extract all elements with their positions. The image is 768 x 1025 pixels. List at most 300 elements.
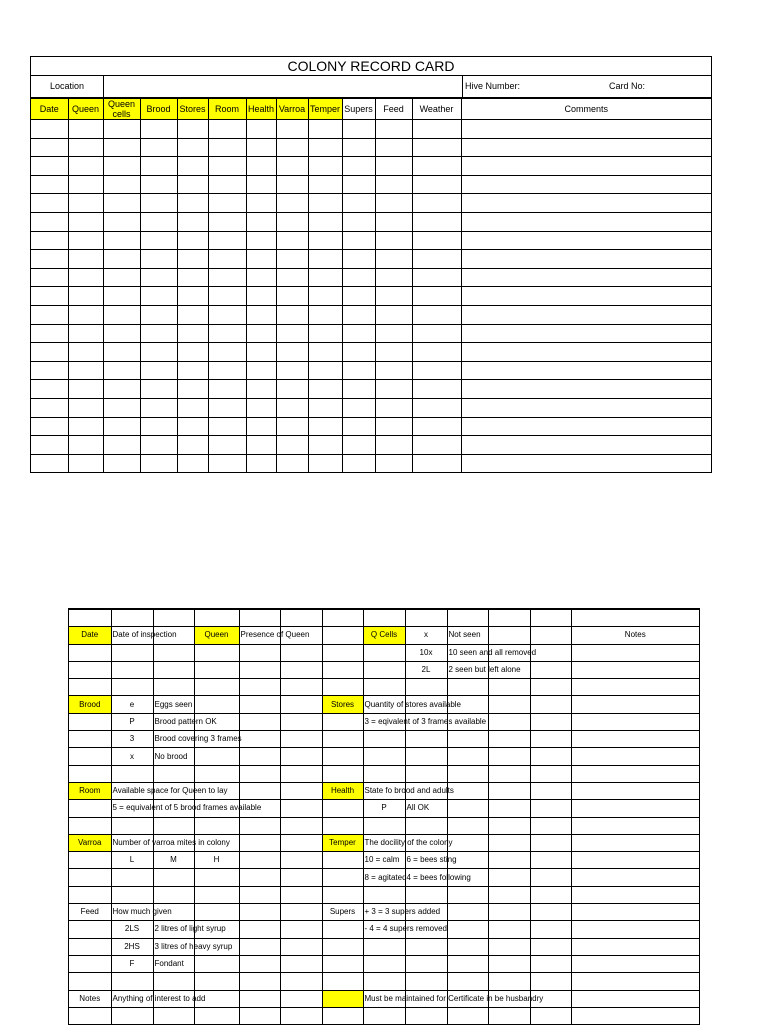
record-cell[interactable] <box>412 194 461 213</box>
record-cell[interactable] <box>177 305 208 324</box>
column-header-brood: Brood <box>140 99 177 120</box>
record-cell[interactable] <box>31 268 68 287</box>
record-cell[interactable] <box>308 138 342 157</box>
record-cell[interactable] <box>412 380 461 399</box>
record-cell[interactable] <box>31 175 68 194</box>
record-cell[interactable] <box>140 454 177 472</box>
record-cell[interactable] <box>140 324 177 343</box>
record-cell[interactable] <box>31 361 68 380</box>
record-cell[interactable] <box>208 454 246 472</box>
record-cell[interactable] <box>308 250 342 269</box>
record-cell[interactable] <box>375 268 412 287</box>
record-cell[interactable] <box>308 175 342 194</box>
record-cell[interactable] <box>375 120 412 139</box>
record-cell[interactable] <box>276 175 308 194</box>
record-cell[interactable] <box>308 436 342 455</box>
record-cell[interactable] <box>31 436 68 455</box>
record-cell[interactable] <box>31 250 68 269</box>
key-feed-desc-1: 3 litres of heavy syrup <box>153 938 194 955</box>
record-cell[interactable] <box>342 175 375 194</box>
record-cell[interactable] <box>412 305 461 324</box>
record-cell[interactable] <box>140 157 177 176</box>
column-header-room: Room <box>208 99 246 120</box>
record-cell[interactable] <box>31 398 68 417</box>
record-cell[interactable] <box>140 380 177 399</box>
record-row <box>31 138 711 157</box>
record-cell[interactable] <box>140 343 177 362</box>
record-cell[interactable] <box>31 343 68 362</box>
record-cell[interactable] <box>31 157 68 176</box>
record-cell[interactable] <box>246 157 276 176</box>
record-cell[interactable] <box>342 305 375 324</box>
record-cell[interactable] <box>342 157 375 176</box>
record-cell[interactable] <box>68 436 103 455</box>
record-cell[interactable] <box>68 305 103 324</box>
record-cell[interactable] <box>140 287 177 306</box>
record-cell[interactable] <box>246 231 276 250</box>
record-cell[interactable] <box>342 268 375 287</box>
record-cell[interactable] <box>375 250 412 269</box>
record-cell[interactable] <box>246 268 276 287</box>
record-cell[interactable] <box>31 454 68 472</box>
key-date-desc: Date of inspection <box>111 627 153 644</box>
record-cell[interactable] <box>276 398 308 417</box>
record-cell[interactable] <box>375 436 412 455</box>
record-cell[interactable] <box>177 454 208 472</box>
record-cell[interactable] <box>375 287 412 306</box>
record-cell[interactable] <box>31 120 68 139</box>
record-cell[interactable] <box>412 231 461 250</box>
record-cell[interactable] <box>31 287 68 306</box>
record-cell[interactable] <box>461 157 711 176</box>
key-row-varroa-2 <box>69 852 699 869</box>
record-cell[interactable] <box>375 175 412 194</box>
record-cell[interactable] <box>68 250 103 269</box>
record-cell[interactable] <box>103 157 140 176</box>
key-brood-label: Brood <box>69 696 111 713</box>
record-row <box>31 324 711 343</box>
record-cell[interactable] <box>276 417 308 436</box>
key-feed-code-0: 2LS <box>111 921 153 938</box>
record-cell[interactable] <box>276 138 308 157</box>
record-cell[interactable] <box>68 343 103 362</box>
record-cell[interactable] <box>208 324 246 343</box>
record-cell[interactable] <box>208 398 246 417</box>
key-varroa-label: Varroa <box>69 834 111 851</box>
record-cell[interactable] <box>31 324 68 343</box>
key-row-temper-2 <box>69 869 699 886</box>
record-cell[interactable] <box>208 361 246 380</box>
record-cell[interactable] <box>68 175 103 194</box>
record-cell[interactable] <box>177 194 208 213</box>
record-cell[interactable] <box>208 268 246 287</box>
record-cell[interactable] <box>140 305 177 324</box>
record-cell[interactable] <box>308 305 342 324</box>
record-row <box>31 398 711 417</box>
record-cell[interactable] <box>246 305 276 324</box>
key-varroa-level-high: H <box>194 852 239 869</box>
key-blank-row <box>69 1007 699 1024</box>
record-cell[interactable] <box>375 380 412 399</box>
record-cell[interactable] <box>375 324 412 343</box>
record-cell[interactable] <box>177 436 208 455</box>
record-cell[interactable] <box>375 138 412 157</box>
record-cell[interactable] <box>461 324 711 343</box>
record-cell[interactable] <box>68 157 103 176</box>
record-cell[interactable] <box>246 343 276 362</box>
record-cell[interactable] <box>140 194 177 213</box>
record-cell[interactable] <box>246 398 276 417</box>
record-cell[interactable] <box>246 417 276 436</box>
record-cell[interactable] <box>103 398 140 417</box>
record-cell[interactable] <box>103 175 140 194</box>
column-header-weather: Weather <box>412 99 461 120</box>
record-cell[interactable] <box>246 175 276 194</box>
record-cell[interactable] <box>103 231 140 250</box>
record-cell[interactable] <box>177 380 208 399</box>
record-cell[interactable] <box>208 231 246 250</box>
record-cell[interactable] <box>31 417 68 436</box>
record-cell[interactable] <box>177 287 208 306</box>
record-cell[interactable] <box>342 398 375 417</box>
record-cell[interactable] <box>246 120 276 139</box>
record-cell[interactable] <box>412 138 461 157</box>
record-cell[interactable] <box>461 194 711 213</box>
record-cell[interactable] <box>412 287 461 306</box>
hive-card-cell <box>462 76 711 97</box>
record-cell[interactable] <box>461 417 711 436</box>
record-cell[interactable] <box>461 454 711 472</box>
key-supers-label: Supers <box>322 904 363 921</box>
record-table <box>31 98 711 472</box>
record-cell[interactable] <box>103 417 140 436</box>
record-cell[interactable] <box>31 212 68 231</box>
record-cell[interactable] <box>461 398 711 417</box>
record-cell[interactable] <box>308 380 342 399</box>
record-cell[interactable] <box>208 250 246 269</box>
record-cell[interactable] <box>308 343 342 362</box>
column-header-supers: Supers <box>342 99 375 120</box>
record-cell[interactable] <box>308 361 342 380</box>
record-cell[interactable] <box>177 138 208 157</box>
record-cell[interactable] <box>412 268 461 287</box>
record-cell[interactable] <box>276 436 308 455</box>
record-cell[interactable] <box>375 157 412 176</box>
key-room-desc: Available space for Queen to lay <box>111 782 153 799</box>
record-cell[interactable] <box>208 175 246 194</box>
record-cell[interactable] <box>461 268 711 287</box>
record-cell[interactable] <box>276 231 308 250</box>
record-cell[interactable] <box>342 120 375 139</box>
record-cell[interactable] <box>342 212 375 231</box>
record-cell[interactable] <box>68 324 103 343</box>
key-row-brood-4 <box>69 748 699 765</box>
record-cell[interactable] <box>140 268 177 287</box>
record-cell[interactable] <box>412 250 461 269</box>
record-cell[interactable] <box>103 343 140 362</box>
record-cell[interactable] <box>68 212 103 231</box>
record-cell[interactable] <box>68 287 103 306</box>
key-brood-code-1: P <box>111 713 153 730</box>
record-cell[interactable] <box>375 361 412 380</box>
record-cell[interactable] <box>140 250 177 269</box>
record-cell[interactable] <box>342 287 375 306</box>
record-cell[interactable] <box>68 120 103 139</box>
record-cell[interactable] <box>461 231 711 250</box>
record-cell[interactable] <box>68 417 103 436</box>
record-cell[interactable] <box>375 305 412 324</box>
record-cell[interactable] <box>177 157 208 176</box>
record-cell[interactable] <box>103 268 140 287</box>
record-cell[interactable] <box>103 287 140 306</box>
record-cell[interactable] <box>412 343 461 362</box>
record-cell[interactable] <box>342 380 375 399</box>
record-cell[interactable] <box>276 120 308 139</box>
record-cell[interactable] <box>375 343 412 362</box>
key-row-feed-4 <box>69 955 699 972</box>
record-cell[interactable] <box>342 417 375 436</box>
record-cell[interactable] <box>342 250 375 269</box>
key-brood-desc-3: No brood <box>153 748 194 765</box>
record-cell[interactable] <box>375 398 412 417</box>
record-cell[interactable] <box>140 417 177 436</box>
record-row <box>31 343 711 362</box>
record-cell[interactable] <box>375 194 412 213</box>
record-cell[interactable] <box>412 175 461 194</box>
record-cell[interactable] <box>208 138 246 157</box>
record-cell[interactable] <box>342 324 375 343</box>
record-cell[interactable] <box>375 212 412 231</box>
record-cell[interactable] <box>208 194 246 213</box>
record-cell[interactable] <box>31 231 68 250</box>
key-brood-desc-2: Brood covering 3 frames <box>153 731 194 748</box>
record-cell[interactable] <box>308 417 342 436</box>
record-cell[interactable] <box>308 268 342 287</box>
record-cell[interactable] <box>246 212 276 231</box>
record-cell[interactable] <box>177 398 208 417</box>
record-cell[interactable] <box>375 454 412 472</box>
record-cell[interactable] <box>308 157 342 176</box>
record-cell[interactable] <box>103 305 140 324</box>
key-temper-label: Temper <box>322 834 363 851</box>
record-cell[interactable] <box>177 268 208 287</box>
record-cell[interactable] <box>461 436 711 455</box>
record-cell[interactable] <box>103 380 140 399</box>
record-cell[interactable] <box>276 287 308 306</box>
record-cell[interactable] <box>308 231 342 250</box>
card-number-label: Card No: <box>609 81 646 91</box>
record-cell[interactable] <box>308 454 342 472</box>
record-cell[interactable] <box>246 324 276 343</box>
record-cell[interactable] <box>68 361 103 380</box>
record-cell[interactable] <box>342 231 375 250</box>
key-row-feed <box>69 904 699 921</box>
record-cell[interactable] <box>246 250 276 269</box>
record-cell[interactable] <box>31 194 68 213</box>
record-cell[interactable] <box>246 380 276 399</box>
record-cell[interactable] <box>276 324 308 343</box>
record-cell[interactable] <box>276 157 308 176</box>
record-cell[interactable] <box>461 120 711 139</box>
record-cell[interactable] <box>276 343 308 362</box>
key-varroa-level-low: L <box>111 852 153 869</box>
record-cell[interactable] <box>246 436 276 455</box>
record-cell[interactable] <box>68 138 103 157</box>
record-cell[interactable] <box>276 361 308 380</box>
record-cell[interactable] <box>68 231 103 250</box>
record-cell[interactable] <box>308 212 342 231</box>
record-cell[interactable] <box>68 194 103 213</box>
key-stores-desc: Quantity of stores available <box>363 696 405 713</box>
key-row-room-2 <box>69 800 699 817</box>
record-cell[interactable] <box>208 157 246 176</box>
key-qcells-desc-2: 2 seen but left alone <box>447 661 488 678</box>
record-cell[interactable] <box>461 380 711 399</box>
record-row <box>31 175 711 194</box>
record-cell[interactable] <box>140 138 177 157</box>
record-cell[interactable] <box>140 231 177 250</box>
record-cell[interactable] <box>308 324 342 343</box>
record-cell[interactable] <box>342 194 375 213</box>
record-cell[interactable] <box>246 194 276 213</box>
record-cell[interactable] <box>208 436 246 455</box>
record-cell[interactable] <box>68 398 103 417</box>
record-row <box>31 305 711 324</box>
record-cell[interactable] <box>31 138 68 157</box>
record-cell[interactable] <box>246 454 276 472</box>
key-supers-removed: - 4 = 4 supers removed <box>363 921 405 938</box>
record-row <box>31 454 711 472</box>
record-cell[interactable] <box>208 343 246 362</box>
key-brood-code-3: x <box>111 748 153 765</box>
record-cell[interactable] <box>461 212 711 231</box>
record-cell[interactable] <box>461 175 711 194</box>
record-cell[interactable] <box>103 194 140 213</box>
key-feed-desc-2: Fondant <box>153 955 194 972</box>
key-temper-2a: 8 = agitated <box>363 869 405 886</box>
key-feed-code-1: 2HS <box>111 938 153 955</box>
record-cell[interactable] <box>246 361 276 380</box>
key-feed-code-2: F <box>111 955 153 972</box>
record-cell[interactable] <box>276 380 308 399</box>
record-cell[interactable] <box>375 231 412 250</box>
record-cell[interactable] <box>412 417 461 436</box>
record-cell[interactable] <box>103 454 140 472</box>
record-cell[interactable] <box>208 287 246 306</box>
record-cell[interactable] <box>276 212 308 231</box>
record-cell[interactable] <box>103 138 140 157</box>
record-cell[interactable] <box>177 361 208 380</box>
record-cell[interactable] <box>276 194 308 213</box>
key-certificate-note: Must be maintained for Certificate in be husbandry <box>363 990 405 1007</box>
record-cell[interactable] <box>140 212 177 231</box>
record-cell[interactable] <box>208 120 246 139</box>
record-cell[interactable] <box>208 305 246 324</box>
record-row <box>31 194 711 213</box>
record-cell[interactable] <box>308 120 342 139</box>
record-cell[interactable] <box>103 324 140 343</box>
record-cell[interactable] <box>276 250 308 269</box>
record-cell[interactable] <box>276 454 308 472</box>
record-cell[interactable] <box>461 250 711 269</box>
record-cell[interactable] <box>103 212 140 231</box>
record-cell[interactable] <box>308 194 342 213</box>
record-cell[interactable] <box>461 287 711 306</box>
record-cell[interactable] <box>140 436 177 455</box>
record-cell[interactable] <box>103 361 140 380</box>
record-cell[interactable] <box>412 398 461 417</box>
record-cell[interactable] <box>308 398 342 417</box>
record-cell[interactable] <box>140 120 177 139</box>
record-cell[interactable] <box>140 361 177 380</box>
record-cell[interactable] <box>177 120 208 139</box>
record-cell[interactable] <box>412 324 461 343</box>
record-cell[interactable] <box>177 212 208 231</box>
record-cell[interactable] <box>68 454 103 472</box>
record-cell[interactable] <box>140 398 177 417</box>
record-cell[interactable] <box>208 380 246 399</box>
record-cell[interactable] <box>177 250 208 269</box>
record-cell[interactable] <box>342 436 375 455</box>
record-cell[interactable] <box>276 268 308 287</box>
record-cell[interactable] <box>246 138 276 157</box>
record-cell[interactable] <box>412 120 461 139</box>
record-cell[interactable] <box>68 268 103 287</box>
record-cell[interactable] <box>177 231 208 250</box>
record-row <box>31 287 711 306</box>
record-cell[interactable] <box>461 343 711 362</box>
record-cell[interactable] <box>103 436 140 455</box>
record-cell[interactable] <box>412 212 461 231</box>
record-cell[interactable] <box>375 417 412 436</box>
record-cell[interactable] <box>177 175 208 194</box>
record-cell[interactable] <box>208 417 246 436</box>
record-cell[interactable] <box>342 361 375 380</box>
record-cell[interactable] <box>412 157 461 176</box>
record-cell[interactable] <box>177 343 208 362</box>
column-header-queen: Queen <box>68 99 103 120</box>
record-cell[interactable] <box>342 343 375 362</box>
record-cell[interactable] <box>461 138 711 157</box>
key-row-notes <box>69 990 699 1007</box>
record-cell[interactable] <box>208 212 246 231</box>
record-cell[interactable] <box>461 361 711 380</box>
record-cell[interactable] <box>177 324 208 343</box>
key-qcells-desc-1: 10 seen and all removed <box>447 644 488 661</box>
record-cell[interactable] <box>308 287 342 306</box>
record-row <box>31 436 711 455</box>
record-cell[interactable] <box>342 454 375 472</box>
record-cell[interactable] <box>246 287 276 306</box>
record-cell[interactable] <box>68 380 103 399</box>
record-row <box>31 157 711 176</box>
record-cell[interactable] <box>276 305 308 324</box>
record-row <box>31 380 711 399</box>
record-cell[interactable] <box>412 436 461 455</box>
record-table-body <box>31 120 711 473</box>
record-cell[interactable] <box>177 417 208 436</box>
record-cell[interactable] <box>412 454 461 472</box>
key-row-brood-2 <box>69 713 699 730</box>
record-cell[interactable] <box>31 305 68 324</box>
record-cell[interactable] <box>412 361 461 380</box>
record-cell[interactable] <box>140 175 177 194</box>
record-cell[interactable] <box>103 120 140 139</box>
record-cell[interactable] <box>461 305 711 324</box>
record-cell[interactable] <box>103 250 140 269</box>
record-cell[interactable] <box>31 380 68 399</box>
record-cell[interactable] <box>342 138 375 157</box>
